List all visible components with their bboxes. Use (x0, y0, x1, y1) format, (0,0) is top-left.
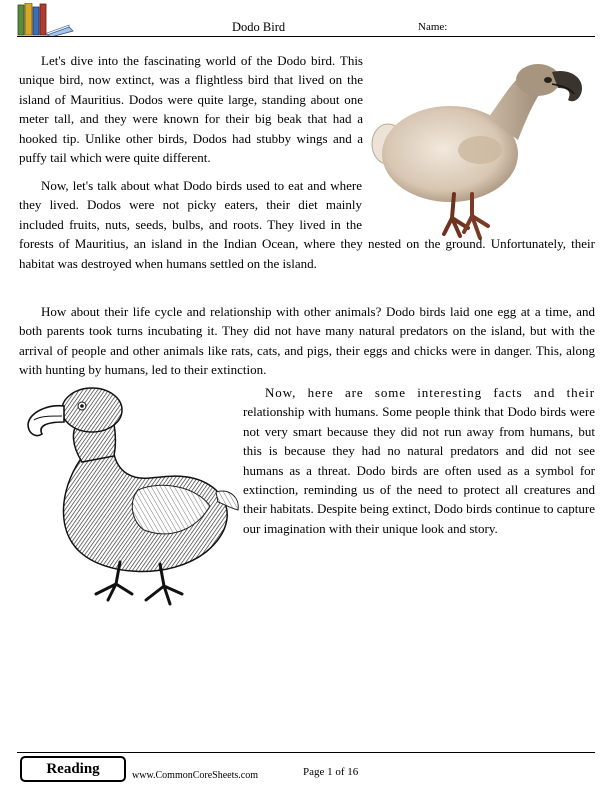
footer-divider (17, 752, 595, 753)
paragraph-diet-habitat (19, 176, 595, 273)
page-number: Page 1 of 16 (303, 766, 359, 778)
photo-spacer (362, 176, 595, 234)
paragraph-life-cycle (19, 302, 595, 380)
page-title: Dodo Bird (232, 20, 286, 34)
paragraph-life-cycle-text: How about their life cycle and relationship with other animals? Dodo birds laid one egg at a time, and both parents took turns incubating it. They did not have many natural predators on the island, but with the arrival of people and other animals like rats, cats, and pigs, their eggs and chicks were in danger. This, along with hunting by humans, led to their extinction. (19, 304, 595, 378)
paragraph-intro-text: Let's dive into the fascinating world of the Dodo bird. This unique bird, now extinct, was a flightless bird that lived on the island of Mauritius. Dodos were quite large, standing about one meter tall, and they were known for their big beak that had a hooked tip. Unlike other birds, Dodos had stubby wings and a puffy tail which were quite different. (19, 53, 363, 166)
page-header (17, 0, 595, 38)
dodo-engraving (20, 380, 242, 610)
paragraph-intro (19, 51, 363, 167)
name-label: Name: (418, 21, 448, 33)
books-logo-icon (17, 3, 75, 37)
paragraph-diet-habitat-text: Now, let's talk about what Dodo birds used to eat and where they lived. Dodos were not picky eaters, their diet mainly included fruits, nuts, seeds, bulbs, and roots. They lived in the forests of Mauritius, an island in the Indian Ocean, where they nested on the ground. Unfortunately, their habitat was destroyed when humans settled on the island. (19, 178, 595, 271)
paragraph-facts-text: relationship with humans. Some people think that Dodo birds were not very smart because they did not run away from humans, but this is because they had no natural predators and did not see humans as a threat. Dodo birds are often used as a symbol for extinction, reminding us of the need to protect all creatures and their habitats. Despite being extinct, Dodo birds continue to capture our imagination with their unique look and story. (243, 404, 595, 536)
paragraph-facts (243, 383, 595, 538)
header-divider (17, 36, 595, 37)
reading-badge: Reading (20, 756, 126, 782)
paragraph-facts-lead: Now, here are some interesting facts and their (265, 385, 595, 400)
site-url[interactable]: www.CommonCoreSheets.com (132, 770, 259, 781)
